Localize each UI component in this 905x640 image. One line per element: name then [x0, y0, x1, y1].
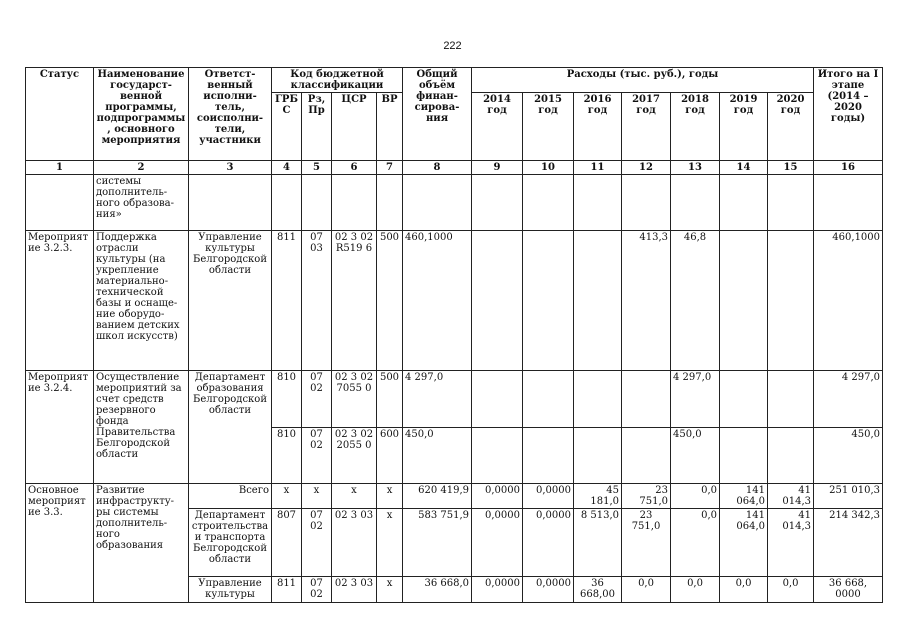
header-vr: ВР [377, 93, 403, 161]
cell-total: 583 751,9 [403, 509, 472, 577]
cell-2018: 0,0 [671, 509, 720, 577]
row-responsible: Управление культуры Белгородской области [189, 231, 272, 371]
col-number: 8 [403, 161, 472, 175]
cell-vr: х [377, 509, 403, 577]
col-number: 7 [377, 161, 403, 175]
table-row [26, 175, 883, 231]
header-responsible: Ответст-венный исполни-тель, соисполни-тели, участники [189, 68, 272, 161]
table-row [26, 231, 883, 371]
cell-stage-total: 251 010,3 [814, 484, 883, 509]
page-number: 222 [443, 40, 462, 52]
col-number: 12 [622, 161, 671, 175]
cell-2018: 46,8 [671, 231, 720, 371]
header-year: 2016 год [574, 93, 622, 161]
header-expenses: Расходы (тыс. руб.), годы [472, 68, 814, 93]
cell-2017: 413,3 [622, 231, 671, 371]
row-responsible: Всего [189, 484, 272, 509]
cell-vr: 500 [377, 231, 403, 371]
cell-total: 36 668,0 [403, 577, 472, 603]
cell-2020: 0,0 [768, 577, 814, 603]
cell-total: 620 419,9 [403, 484, 472, 509]
cell-grbs: х [272, 484, 302, 509]
header-year: 2015 год [523, 93, 574, 161]
cell-vr: 500 [377, 371, 403, 428]
table-row [26, 484, 883, 509]
cell-vr: 600 [377, 428, 403, 484]
col-number: 5 [302, 161, 332, 175]
row-name: Поддержка отрасли культуры (на укрепление материально-технической базы и оснаще-ние оборудо-ванием детских школ искусств) [94, 231, 189, 371]
cell-2014: 0,0000 [472, 484, 523, 509]
header-year: 2018 год [671, 93, 720, 161]
header-year: 2014 год [472, 93, 523, 161]
row-name: Развитие инфраструкту-ры системы дополнитель-ного образования [94, 484, 189, 603]
cell-2019: 141 064,0 [720, 484, 768, 509]
cell-2017: 23 751,0 [622, 509, 671, 577]
cell-2016: 36 668,00 [574, 577, 622, 603]
cell-csr: 02 3 02 2055 0 [332, 428, 377, 484]
column-numbers-row [26, 161, 883, 175]
cell-2020: 41 014,3 [768, 509, 814, 577]
row-responsible: Департамент строительства и транспорта Белгородской области [189, 509, 272, 577]
header-row-1 [26, 68, 883, 93]
cell-2018: 0,0 [671, 577, 720, 603]
col-number: 4 [272, 161, 302, 175]
col-number: 16 [814, 161, 883, 175]
cell-rzpr: х [302, 484, 332, 509]
header-total: Общий объём финан-сирова-ния [403, 68, 472, 161]
row-responsible: Департамент образования Белгородской области [189, 371, 272, 484]
cell-2015: 0,0000 [523, 484, 574, 509]
cell-stage-total: 460,1000 [814, 231, 883, 371]
cell-2017: 0,0 [622, 577, 671, 603]
col-number: 2 [94, 161, 189, 175]
cell-vr: х [377, 484, 403, 509]
col-number: 6 [332, 161, 377, 175]
cell-2019: 0,0 [720, 577, 768, 603]
cell-2018: 450,0 [671, 428, 720, 484]
col-number: 14 [720, 161, 768, 175]
cell-2017: 23 751,0 [622, 484, 671, 509]
cell-rzpr: 07 03 [302, 231, 332, 371]
header-year: 2017 год [622, 93, 671, 161]
col-number: 1 [26, 161, 94, 175]
row-responsible: Управление культуры [189, 577, 272, 603]
cell-csr: 02 3 02 7055 0 [332, 371, 377, 428]
col-number: 9 [472, 161, 523, 175]
cell-grbs: 810 [272, 428, 302, 484]
cell-grbs: 807 [272, 509, 302, 577]
cell-stage-total: 4 297,0 [814, 371, 883, 428]
header-grbs: ГРБ С [272, 93, 302, 161]
row-name: Осуществление мероприятий за счет средств резервного фонда Правительства Белгородской области [94, 371, 189, 484]
header-name: Наименование государст-венной программы, подпрограммы, основного мероприятия [94, 68, 189, 161]
cell-grbs: 810 [272, 371, 302, 428]
cell-total: 4 297,0 [403, 371, 472, 428]
cell-rzpr: 07 02 [302, 371, 332, 428]
cell-rzpr: 07 02 [302, 509, 332, 577]
row-status: Мероприятие 3.2.4. [26, 371, 94, 484]
header-budget-code: Код бюджетной классификации [272, 68, 403, 93]
col-number: 15 [768, 161, 814, 175]
col-number: 10 [523, 161, 574, 175]
cell-rzpr: 07 02 [302, 428, 332, 484]
cell-2016: 8 513,0 [574, 509, 622, 577]
cell-2016: 45 181,0 [574, 484, 622, 509]
cell-2019: 141 064,0 [720, 509, 768, 577]
cell-2015: 0,0000 [523, 509, 574, 577]
header-csr: ЦСР [332, 93, 377, 161]
cell-csr: 02 3 02 R519 6 [332, 231, 377, 371]
header-stage-total: Итого на I этапе (2014 – 2020 годы) [814, 68, 883, 161]
expenses-table [25, 67, 883, 603]
header-status: Статус [26, 68, 94, 161]
cell-stage-total: 36 668, 0000 [814, 577, 883, 603]
row-name: системы дополнитель-ного образова-ния» [94, 175, 189, 231]
cell-total: 460,1000 [403, 231, 472, 371]
cell-2018: 0,0 [671, 484, 720, 509]
col-number: 3 [189, 161, 272, 175]
header-rzpr: Рз, Пр [302, 93, 332, 161]
col-number: 13 [671, 161, 720, 175]
header-year: 2019 год [720, 93, 768, 161]
cell-vr: х [377, 577, 403, 603]
cell-total: 450,0 [403, 428, 472, 484]
table-row [26, 371, 883, 428]
cell-2018: 4 297,0 [671, 371, 720, 428]
cell-grbs: 811 [272, 231, 302, 371]
cell-csr: 02 3 03 [332, 577, 377, 603]
cell-csr: 02 3 03 [332, 509, 377, 577]
cell-2020: 41 014,3 [768, 484, 814, 509]
header-year: 2020 год [768, 93, 814, 161]
cell-csr: х [332, 484, 377, 509]
cell-stage-total: 450,0 [814, 428, 883, 484]
row-status: Мероприятие 3.2.3. [26, 231, 94, 371]
cell-2015: 0,0000 [523, 577, 574, 603]
row-status: Основное мероприятие 3.3. [26, 484, 94, 603]
cell-2014: 0,0000 [472, 577, 523, 603]
cell-2014: 0,0000 [472, 509, 523, 577]
cell-grbs: 811 [272, 577, 302, 603]
cell-stage-total: 214 342,3 [814, 509, 883, 577]
cell-rzpr: 07 02 [302, 577, 332, 603]
col-number: 11 [574, 161, 622, 175]
